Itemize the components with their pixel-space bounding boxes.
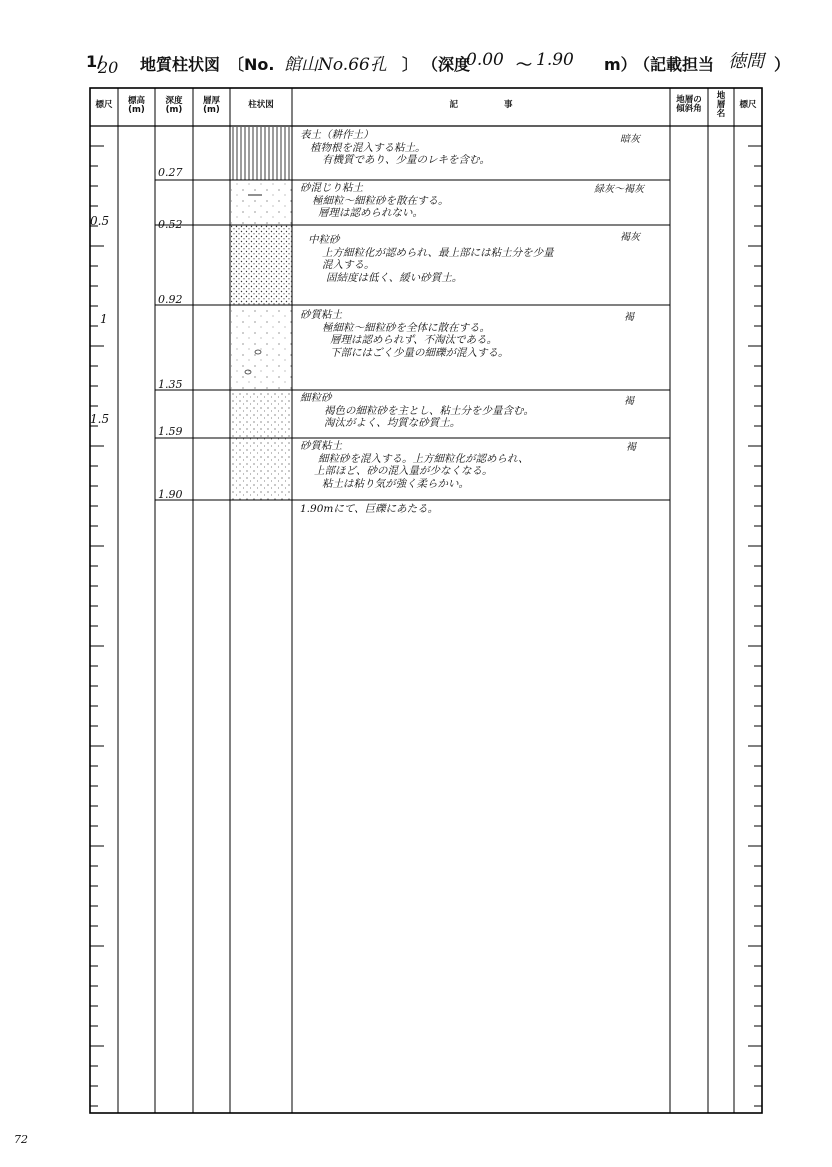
header-formation-1: 地 <box>716 91 726 101</box>
header-elevation-unit: (m) <box>128 105 145 115</box>
header-scale-right <box>734 101 762 110</box>
header-dip-1: 地層の <box>676 95 702 105</box>
header-thickness <box>193 97 230 115</box>
description-line: 細粒砂を混入する。上方細粒化が認められ、 <box>318 452 529 465</box>
title-depth-label: （深度 <box>422 55 471 74</box>
description-line: 細粒砂 <box>300 392 332 404</box>
layer-description <box>300 392 660 430</box>
title-scale-prefix: 1/ <box>86 52 103 71</box>
page-number: 72 <box>14 1133 28 1146</box>
header-description-2: 事 <box>503 100 513 110</box>
description-line: 表土（耕作土） <box>300 129 374 141</box>
title-depth-from: 0.00 <box>466 50 504 70</box>
layer-color: 褐 <box>626 442 636 453</box>
header-elevation <box>118 97 155 115</box>
layer-color: 緑灰～褐灰 <box>594 184 644 195</box>
header-depth-unit: (m) <box>165 105 183 115</box>
title-depth-sep: ～ <box>516 55 533 74</box>
header-column <box>230 101 292 110</box>
description-line: 極細粒～細粒砂を全体に散在する。 <box>322 321 490 334</box>
description-line: 淘汰がよく、均質な砂質土。 <box>324 417 461 429</box>
header-scale-right-label: 標尺 <box>739 100 757 110</box>
header-scale <box>90 101 118 110</box>
header-description <box>292 101 670 110</box>
bottom-note: 1.90mにて、巨礫にあたる。 <box>300 503 439 515</box>
header-depth <box>155 97 193 115</box>
description-line: 固結度は低く、緩い砂質土。 <box>326 271 463 284</box>
layer-color: 褐 <box>624 312 634 323</box>
scale-label: 0.5 <box>90 214 110 228</box>
title-author-label: （記載担当 <box>634 55 715 74</box>
layer-description <box>300 309 660 359</box>
description-line: 上部ほど、砂の混入量が少なくなる。 <box>314 465 493 477</box>
description-line: 下部にはごく少量の細礫が混入する。 <box>330 346 509 359</box>
layer-color: 暗灰 <box>620 134 640 145</box>
layer-color: 褐灰 <box>620 232 640 243</box>
title-no-open: 〔No. <box>228 55 275 74</box>
header-formation-3: 名 <box>716 109 726 119</box>
header-scale-label: 標尺 <box>95 100 113 110</box>
header-formation-2: 層 <box>716 100 726 110</box>
description-line: 極細粒～細粒砂を散在する。 <box>312 194 449 207</box>
title-main: 地質柱状図 <box>140 55 221 74</box>
header-thickness-unit: (m) <box>203 105 220 115</box>
description-line: 植物根を混入する粘土。 <box>310 141 426 154</box>
title-author: 徳間 <box>728 51 764 72</box>
layer-depth: 1.90 <box>158 488 183 501</box>
description-line: 混入する。 <box>322 259 375 271</box>
header-description-1: 記 <box>449 100 459 110</box>
layer-depth: 0.27 <box>158 166 183 179</box>
description-line: 粘土は粘り気が強く柔らかい。 <box>322 477 469 490</box>
header-column-label: 柱状図 <box>248 100 274 110</box>
scale-ticks <box>90 146 762 1106</box>
title-scale-denominator: 20 <box>98 58 119 77</box>
scale-label: 1.5 <box>90 412 110 426</box>
layer-depth: 1.59 <box>158 425 183 438</box>
description-line: 上方細粒化が認められ、最上部には粘土分を少量 <box>322 246 554 259</box>
layer-color: 褐 <box>624 396 634 407</box>
layer-depth: 0.52 <box>158 218 183 231</box>
description-line: 中粒砂 <box>308 234 340 246</box>
description-line: 層理は認められない。 <box>318 207 423 219</box>
layer-description <box>300 129 660 167</box>
title-depth-unit: m） <box>604 55 637 74</box>
description-line: 砂混じり粘土 <box>300 182 363 194</box>
description-line: 砂質粘土 <box>300 309 342 321</box>
description-line: 層理は認められず、不淘汰である。 <box>330 334 498 346</box>
title-site: 館山No.66孔 <box>284 55 387 75</box>
title-depth-to: 1.90 <box>536 50 574 70</box>
layer-depth: 1.35 <box>158 378 183 391</box>
title-no-close: 〕 <box>402 55 419 74</box>
layer-description <box>300 234 660 284</box>
layer-depth: 0.92 <box>158 293 183 306</box>
layer-description <box>300 440 660 490</box>
title-author-close: ） <box>774 55 791 74</box>
description-line: 褐色の細粒砂を主とし、粘土分を少量含む。 <box>324 404 534 417</box>
header-elevation-label: 標高 <box>127 96 145 106</box>
description-line: 砂質粘土 <box>300 440 342 452</box>
header-dip <box>670 96 708 114</box>
description-line: 有機質であり、少量のレキを含む。 <box>322 154 490 166</box>
scale-label: 1 <box>100 312 108 326</box>
header-thickness-label: 層厚 <box>202 96 220 106</box>
header-dip-2: 傾斜角 <box>676 104 702 114</box>
header-formation <box>708 92 734 119</box>
header-depth-label: 深度 <box>165 96 183 106</box>
